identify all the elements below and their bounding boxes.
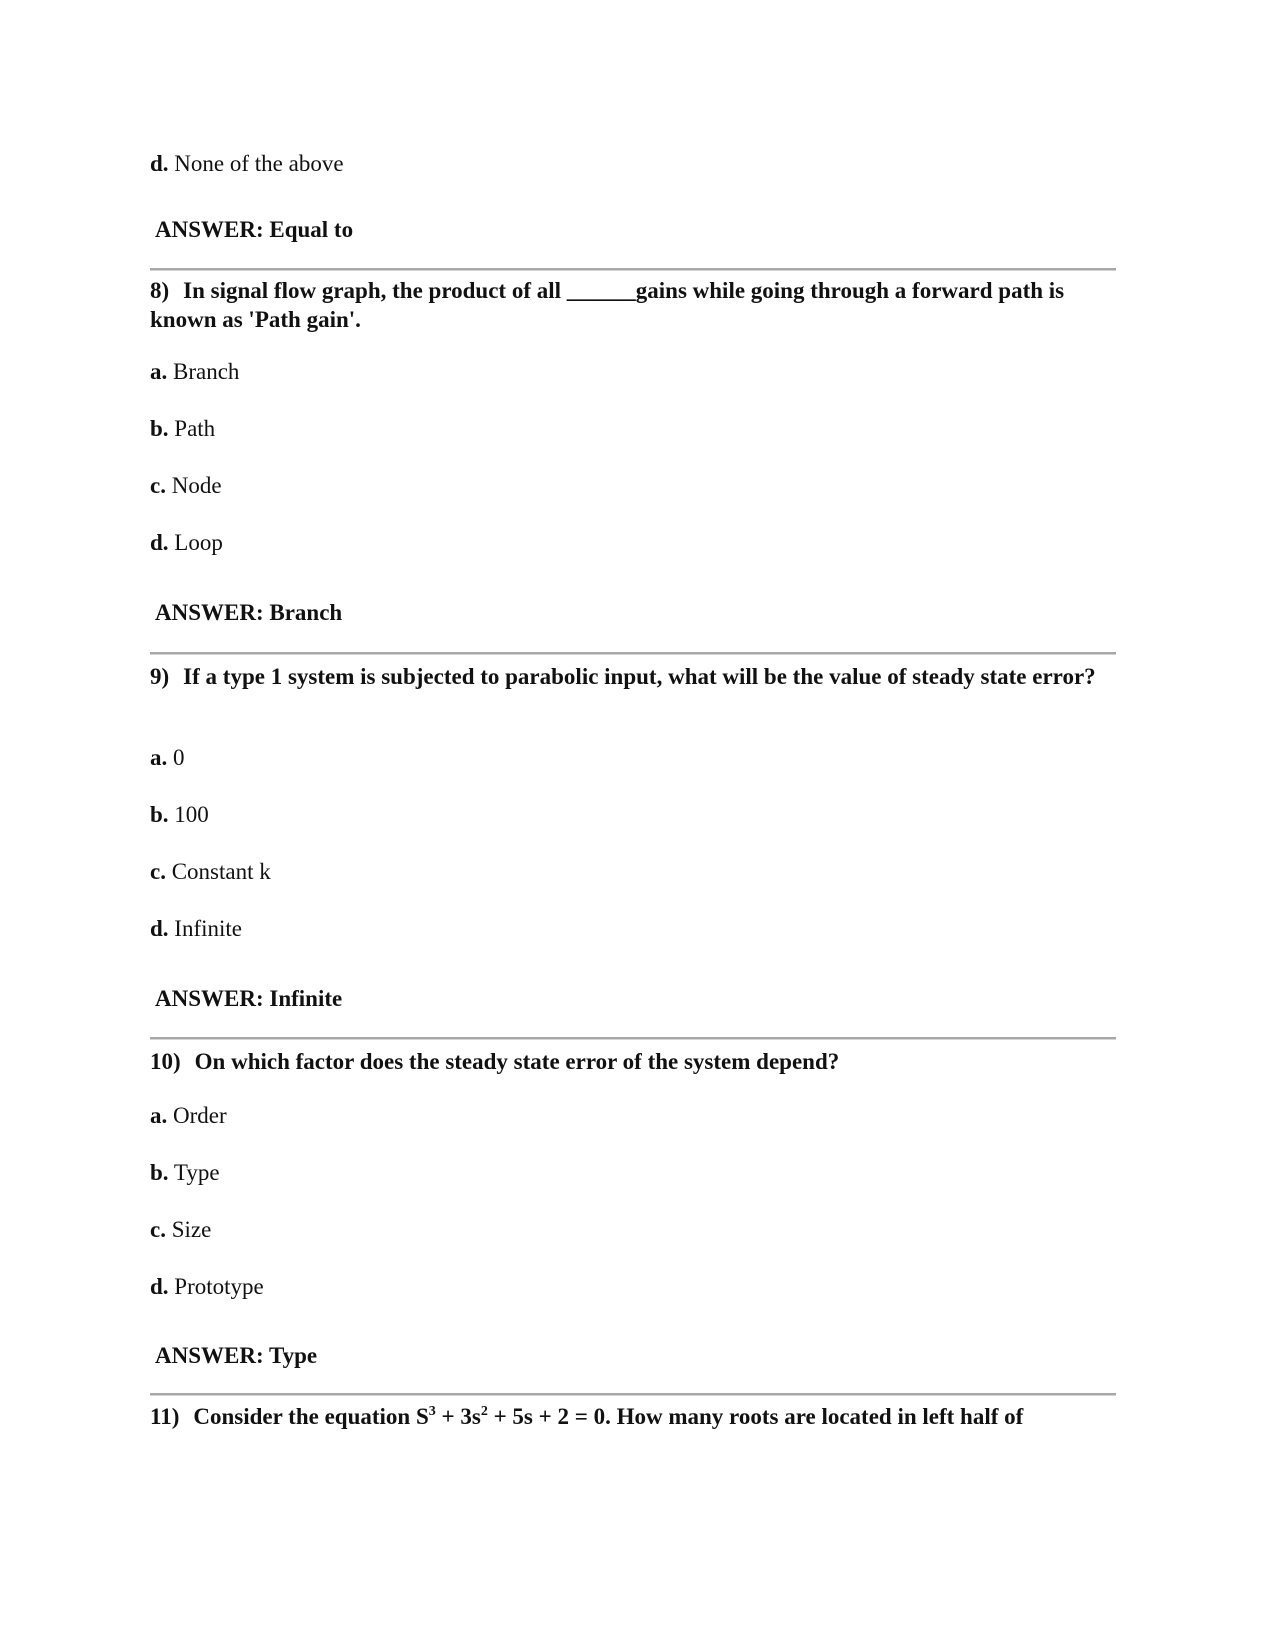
q8-option-a bbox=[150, 358, 239, 386]
option-text: Infinite bbox=[174, 916, 242, 941]
option-text: Type bbox=[173, 1160, 220, 1185]
question-text: If a type 1 system is subjected to parabolic input, what will be the value of steady state error? bbox=[183, 664, 1096, 689]
q11-question bbox=[150, 1402, 1150, 1431]
option-text: Constant k bbox=[171, 859, 271, 884]
question-text: On which factor does the steady state error of the system depend? bbox=[194, 1049, 840, 1074]
q8-answer: ANSWER: Branch bbox=[155, 600, 343, 625]
divider bbox=[150, 1393, 1116, 1396]
option-letter: c. bbox=[150, 859, 166, 884]
q7-answer: ANSWER: Equal to bbox=[155, 217, 354, 242]
option-letter: a. bbox=[150, 359, 168, 384]
superscript: 3 bbox=[428, 1404, 436, 1419]
option-text: Loop bbox=[174, 530, 223, 555]
option-text: 0 bbox=[173, 745, 185, 770]
q9-option-c bbox=[150, 858, 271, 886]
q9-answer: ANSWER: Infinite bbox=[155, 986, 343, 1011]
option-letter: d. bbox=[150, 916, 169, 941]
option-letter: d. bbox=[150, 151, 169, 176]
q9-option-b bbox=[150, 801, 209, 829]
superscript: 2 bbox=[480, 1404, 488, 1419]
q8-question bbox=[150, 276, 1116, 334]
option-text: Node bbox=[171, 473, 222, 498]
q10-question bbox=[150, 1047, 1116, 1076]
option-letter: c. bbox=[150, 1217, 166, 1242]
option-text: Prototype bbox=[174, 1274, 264, 1299]
option-text: Branch bbox=[173, 359, 240, 384]
q9-option-d bbox=[150, 915, 242, 943]
question-text: In signal flow graph, the product of all ______gains while going through a forward path is known as 'Path gain'. bbox=[150, 278, 1065, 332]
option-letter: d. bbox=[150, 1274, 169, 1299]
q9-question bbox=[150, 662, 1116, 691]
option-text: 100 bbox=[174, 802, 209, 827]
q7-option-d bbox=[150, 150, 344, 178]
question-text-part1: Consider the equation S bbox=[193, 1404, 429, 1429]
option-letter: c. bbox=[150, 473, 166, 498]
q10-option-b bbox=[150, 1159, 220, 1187]
divider bbox=[150, 268, 1116, 271]
q8-option-d bbox=[150, 529, 223, 557]
option-letter: b. bbox=[150, 802, 169, 827]
q10-option-d bbox=[150, 1273, 264, 1301]
option-text: Path bbox=[174, 416, 216, 441]
q10-option-a bbox=[150, 1102, 227, 1130]
option-letter: b. bbox=[150, 416, 169, 441]
q8-option-b bbox=[150, 415, 215, 443]
option-letter: a. bbox=[150, 745, 168, 770]
option-letter: d. bbox=[150, 530, 169, 555]
option-letter: b. bbox=[150, 1160, 169, 1185]
option-text: Order bbox=[173, 1103, 227, 1128]
question-number: 11) bbox=[150, 1404, 180, 1429]
question-text-part2: + 3s bbox=[435, 1404, 481, 1429]
q10-answer: ANSWER: Type bbox=[155, 1343, 318, 1368]
question-text-part3: + 5s + 2 = 0. How many roots are located in left half of bbox=[487, 1404, 1024, 1429]
question-number: 9) bbox=[150, 664, 170, 689]
option-letter: a. bbox=[150, 1103, 168, 1128]
q8-option-c bbox=[150, 472, 222, 500]
q10-option-c bbox=[150, 1216, 211, 1244]
q9-option-a bbox=[150, 744, 185, 772]
question-number: 8) bbox=[150, 278, 170, 303]
divider bbox=[150, 1037, 1116, 1040]
divider bbox=[150, 652, 1116, 655]
option-text: Size bbox=[171, 1217, 212, 1242]
question-number: 10) bbox=[150, 1049, 181, 1074]
option-text: None of the above bbox=[174, 151, 344, 176]
